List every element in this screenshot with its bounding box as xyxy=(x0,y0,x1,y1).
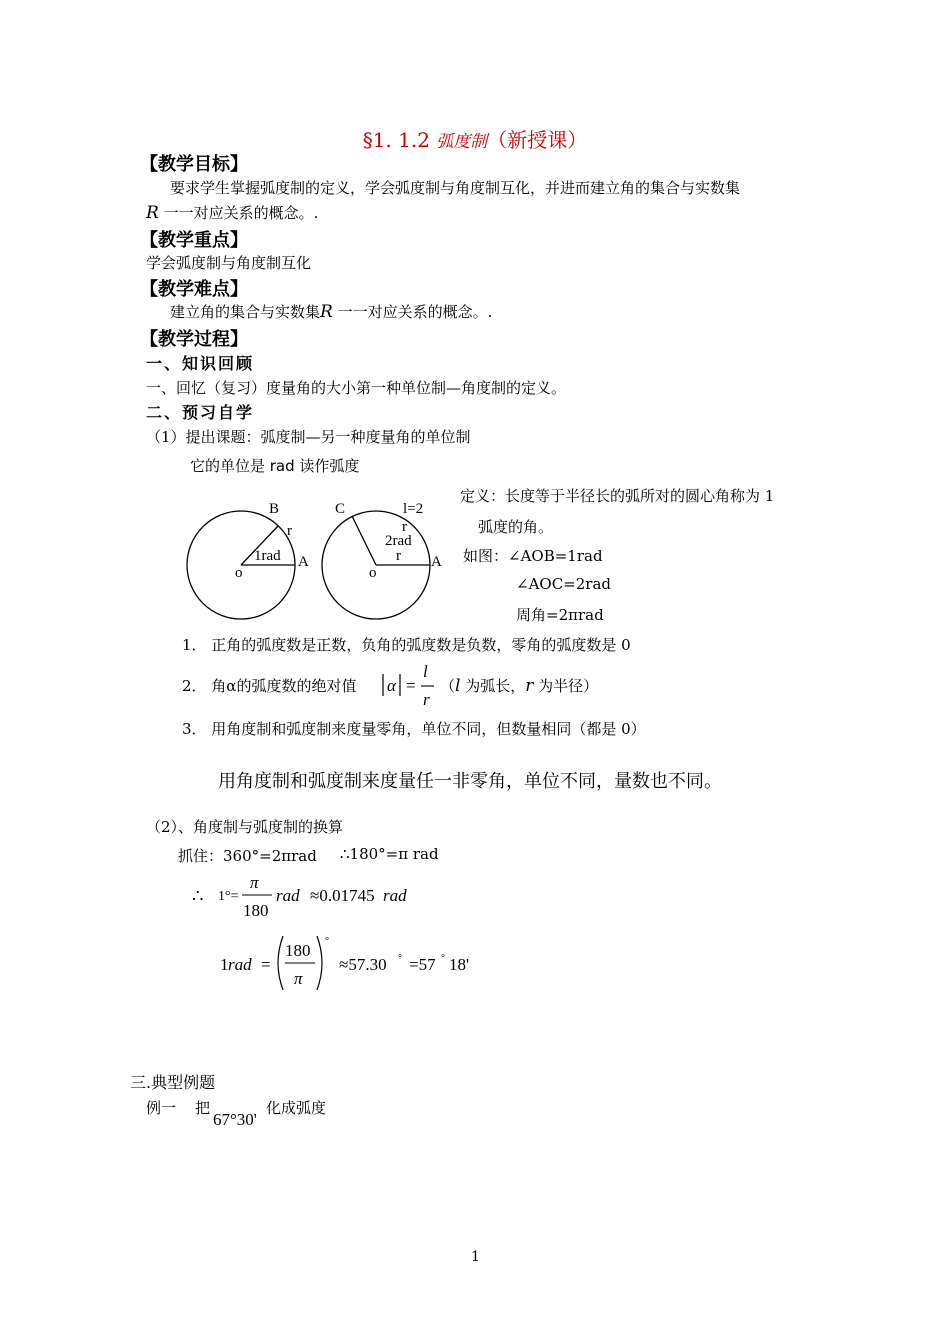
formula2-one: 1 xyxy=(220,955,229,974)
fact-2-note-r: r xyxy=(525,676,534,696)
label-l2-r: r xyxy=(402,519,407,535)
formula1-unit2: rad xyxy=(383,886,407,905)
definition-line1: 定义：长度等于半径长的弧所对的圆心角称为 1 xyxy=(460,487,775,505)
abs-eq: = xyxy=(406,676,416,695)
section2-heading: 二、预习自学 xyxy=(146,403,255,422)
difficulty-text xyxy=(170,301,492,322)
title-hand: 弧度制 xyxy=(436,132,488,152)
label-l2: l=2 xyxy=(403,501,424,517)
formula2-rad: rad xyxy=(228,955,252,974)
label-2rad: 2rad xyxy=(385,533,412,549)
formula1-therefore: ∴ xyxy=(192,886,204,906)
frac-l: l xyxy=(423,662,428,681)
fact-3: 3． 用角度制和弧度制来度量零角，单位不同，但数量相同（都是 0） xyxy=(182,720,646,738)
label-o-2: o xyxy=(369,565,377,581)
keypoint-text: 学会弧度制与角度制互化 xyxy=(146,254,312,272)
conversion-grasp: 抓住：360°=2πrad xyxy=(178,847,317,865)
formula2-eq2: =57 xyxy=(409,955,436,974)
formula1-approx: ≈0.01745 xyxy=(310,886,375,905)
page-number: 1 xyxy=(471,1249,480,1265)
difficulty-text1: 建立角的集合与实数集 xyxy=(170,303,321,321)
label-a-1: A xyxy=(298,554,309,570)
page-title xyxy=(0,124,950,153)
section1-heading: 一、知识回顾 xyxy=(146,354,255,373)
emphasis-text: 用角度制和弧度制来度量任一非零角，单位不同，量数也不同。 xyxy=(218,771,722,792)
formula1-den: 180 xyxy=(243,901,269,920)
definition-eg3: 周角=2πrad xyxy=(516,606,604,624)
radian-diagram xyxy=(180,490,460,625)
section3-heading: 三.典型例题 xyxy=(130,1073,216,1092)
difficulty-var: R xyxy=(320,302,333,322)
conversion-therefore1: ∴180°=π rad xyxy=(340,845,439,863)
formula2-min: 18' xyxy=(449,955,470,974)
section2-item1: （1）提出课题：弧度制—另一种度量角的单位制 xyxy=(146,428,471,446)
formula2-deg: ° xyxy=(325,936,329,947)
label-b: B xyxy=(269,501,280,517)
keypoint-heading: 【教学重点】 xyxy=(140,230,248,251)
frac-r: r xyxy=(423,690,430,709)
example-pre: 把 xyxy=(195,1099,211,1117)
title-prefix: §1. 1.2 xyxy=(362,128,437,152)
formula2-num: 180 xyxy=(285,941,311,960)
goal-heading: 【教学目标】 xyxy=(140,154,248,175)
formula-one-degree xyxy=(190,872,430,922)
fact-2-note-b: 为弧长， xyxy=(460,677,526,695)
formula1-num: π xyxy=(250,873,259,892)
title-suffix: （新授课） xyxy=(487,128,588,152)
definition-eg1: 如图：∠AOB=1rad xyxy=(463,547,603,565)
goal-line2-text: 一一对应关系的概念。. xyxy=(163,204,319,222)
section1-text: 一、回忆（复习）度量角的大小第一种单位制—角度制的定义。 xyxy=(146,379,567,397)
label-c: C xyxy=(335,501,346,517)
example-label: 例一 xyxy=(146,1099,177,1117)
formula2-eq: = xyxy=(261,955,271,974)
formula2-den: π xyxy=(294,969,303,988)
definition-eg2: ∠AOC=2rad xyxy=(516,575,612,593)
conversion-heading: （2）、角度制与弧度制的换算 xyxy=(146,818,344,836)
fact-2-note xyxy=(440,675,598,696)
definition-line2: 弧度的角。 xyxy=(478,518,554,536)
fact-1: 1． 正角的弧度数是正数，负角的弧度数是负数，零角的弧度数是 0 xyxy=(182,636,631,654)
goal-line2 xyxy=(146,202,318,223)
formula-one-radian xyxy=(215,932,485,994)
label-o-1: o xyxy=(235,565,243,581)
example-value: 67°30' xyxy=(213,1110,257,1129)
goal-line1: 要求学生掌握弧度制的定义，学会弧度制与角度制互化，并进而建立角的集合与实数集 xyxy=(170,179,741,197)
label-a-2: A xyxy=(431,554,442,570)
fact-2-note-c: 为半径） xyxy=(533,677,599,695)
label-r-1: r xyxy=(287,523,292,539)
example-post: 化成弧度 xyxy=(266,1099,327,1117)
difficulty-text2: 一一对应关系的概念。. xyxy=(337,303,493,321)
label-r-2: r xyxy=(396,548,401,564)
formula2-deg2: ° xyxy=(398,953,402,964)
formula1-unit: rad xyxy=(276,886,300,905)
fact-2-note-l: l xyxy=(455,676,461,696)
formula2-deg3: ° xyxy=(441,953,445,964)
goal-var: R xyxy=(146,203,159,223)
radius-oc xyxy=(352,516,376,565)
label-1rad: 1rad xyxy=(254,548,281,564)
fact-2-note-a: （ xyxy=(440,677,456,695)
section2-unit: 它的单位是 rad 读作弧度 xyxy=(190,457,360,475)
abs-alpha-formula xyxy=(380,662,442,710)
difficulty-heading: 【教学难点】 xyxy=(140,279,248,300)
formula1-lhs: 1°= xyxy=(218,889,239,904)
abs-alpha: α xyxy=(387,676,396,695)
process-heading: 【教学过程】 xyxy=(140,329,248,350)
formula2-approx: ≈57.30 xyxy=(339,955,387,974)
fact-2-pre: 2． 角α的弧度数的绝对值 xyxy=(182,677,357,695)
